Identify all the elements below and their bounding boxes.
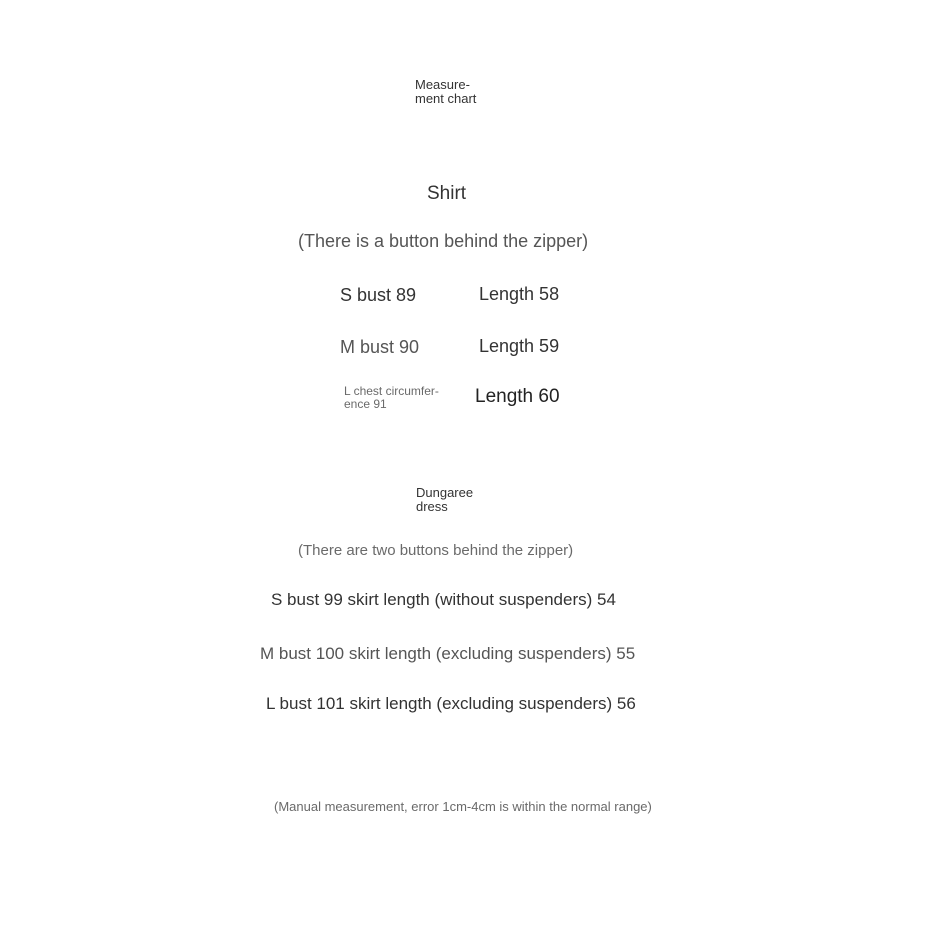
shirt-row-s-length: Length 58	[479, 284, 560, 304]
dungaree-row-s: S bust 99 skirt length (without suspenders) 54	[271, 590, 616, 609]
shirt-row-m-length: Length 59	[479, 336, 560, 356]
shirt-row-m-bust: M bust 90	[340, 337, 420, 357]
shirt-row-l-chest-line-1: L chest circumfer-	[344, 384, 439, 398]
shirt-row-l-chest	[344, 385, 439, 410]
dungaree-note: (There are two buttons behind the zipper)	[298, 542, 574, 559]
dungaree-row-l: L bust 101 skirt length (excluding suspenders) 56	[266, 694, 636, 713]
dungaree-row-m: M bust 100 skirt length (excluding suspenders) 55	[260, 644, 636, 663]
title-line-1: Measure-	[415, 77, 470, 92]
shirt-row-l-length: Length 60	[475, 386, 560, 407]
dungaree-title-line-1: Dungaree	[416, 485, 474, 500]
shirt-row-l-chest-line-2: ence 91	[344, 396, 387, 411]
measurement-chart-title	[415, 78, 476, 105]
title-line-2: ment chart	[415, 90, 477, 106]
shirt-note: (There is a button behind the zipper)	[298, 231, 589, 251]
measurement-error-note: (Manual measurement, error 1cm-4cm is within the normal range)	[274, 799, 652, 814]
shirt-row-s-bust: S bust 89	[340, 285, 417, 305]
shirt-title: Shirt	[427, 183, 467, 204]
dungaree-title	[416, 486, 473, 513]
dungaree-title-line-2: dress	[416, 498, 448, 514]
